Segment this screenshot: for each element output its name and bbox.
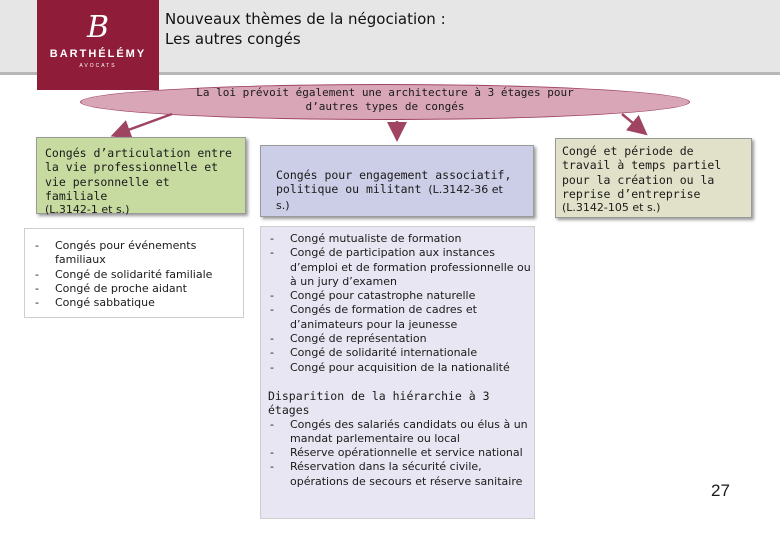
page-number: 27 bbox=[711, 481, 730, 500]
list-item: - Congé de solidarité familiale bbox=[33, 268, 243, 282]
left-list-box bbox=[24, 228, 244, 318]
right-ref: (L.3142-105 et s.) bbox=[562, 201, 661, 215]
middle-heading: Congés pour engagement associatif, politique ou militant bbox=[276, 168, 512, 197]
middle-ref: (L.3142-36 et s.) bbox=[276, 183, 503, 212]
left-heading: Congés d’articulation entre la vie professionnelle et vie personnelle et familiale bbox=[45, 146, 232, 203]
list-item: - Congés de formation de cadres et d’animateurs pour la jeunesse bbox=[268, 303, 534, 332]
middle-category-box bbox=[260, 145, 534, 217]
left-category-box bbox=[36, 137, 246, 217]
logo-monogram: B bbox=[86, 10, 110, 45]
left-ref: (L.3142-1 et s.) bbox=[45, 203, 130, 217]
slide-title bbox=[165, 9, 446, 49]
sub-list bbox=[268, 418, 534, 489]
middle-list bbox=[268, 232, 534, 375]
left-list bbox=[33, 239, 243, 310]
sub-heading: Disparition de la hiérarchie à 3 étages bbox=[268, 388, 490, 418]
list-item: - Congé de participation aux instances d’emploi et de formation professionnelle ou à un jury d’examen bbox=[268, 246, 534, 289]
list-item: - Congé pour acquisition de la nationalité bbox=[268, 361, 534, 375]
list-item: - Réservation dans la sécurité civile, opérations de secours et réserve sanitaire bbox=[268, 460, 534, 489]
intro-ellipse bbox=[80, 84, 690, 120]
list-item: - Congés pour événements familiaux bbox=[33, 239, 243, 268]
list-item: - Congés des salariés candidats ou élus à un mandat parlementaire ou local bbox=[268, 418, 534, 447]
list-item: - Réserve opérationnelle et service national bbox=[268, 446, 534, 460]
logo-name: BARTHÉLÉMY bbox=[49, 48, 147, 60]
list-item: - Congé sabbatique bbox=[33, 296, 243, 310]
logo-subtitle: AVOCATS bbox=[79, 63, 117, 69]
arrow-right bbox=[622, 114, 640, 129]
company-logo bbox=[37, 0, 159, 90]
list-item: - Congé mutualiste de formation bbox=[268, 232, 534, 246]
list-item: - Congé de proche aidant bbox=[33, 282, 243, 296]
title-line-1: Nouveaux thèmes de la négociation : bbox=[165, 10, 446, 28]
right-category-box bbox=[555, 138, 752, 218]
middle-list-box bbox=[260, 226, 535, 519]
title-line-2: Les autres congés bbox=[165, 30, 301, 48]
right-heading: Congé et période de travail à temps partiel pour la création ou la reprise d’entreprise bbox=[562, 144, 722, 201]
intro-text: La loi prévoit également une architecture à 3 étages pour d’autres types de congés bbox=[196, 86, 574, 113]
arrow-left bbox=[120, 114, 172, 133]
list-item: - Congé de représentation bbox=[268, 332, 534, 346]
list-item: - Congé pour catastrophe naturelle bbox=[268, 289, 534, 303]
list-item: - Congé de solidarité internationale bbox=[268, 346, 534, 360]
